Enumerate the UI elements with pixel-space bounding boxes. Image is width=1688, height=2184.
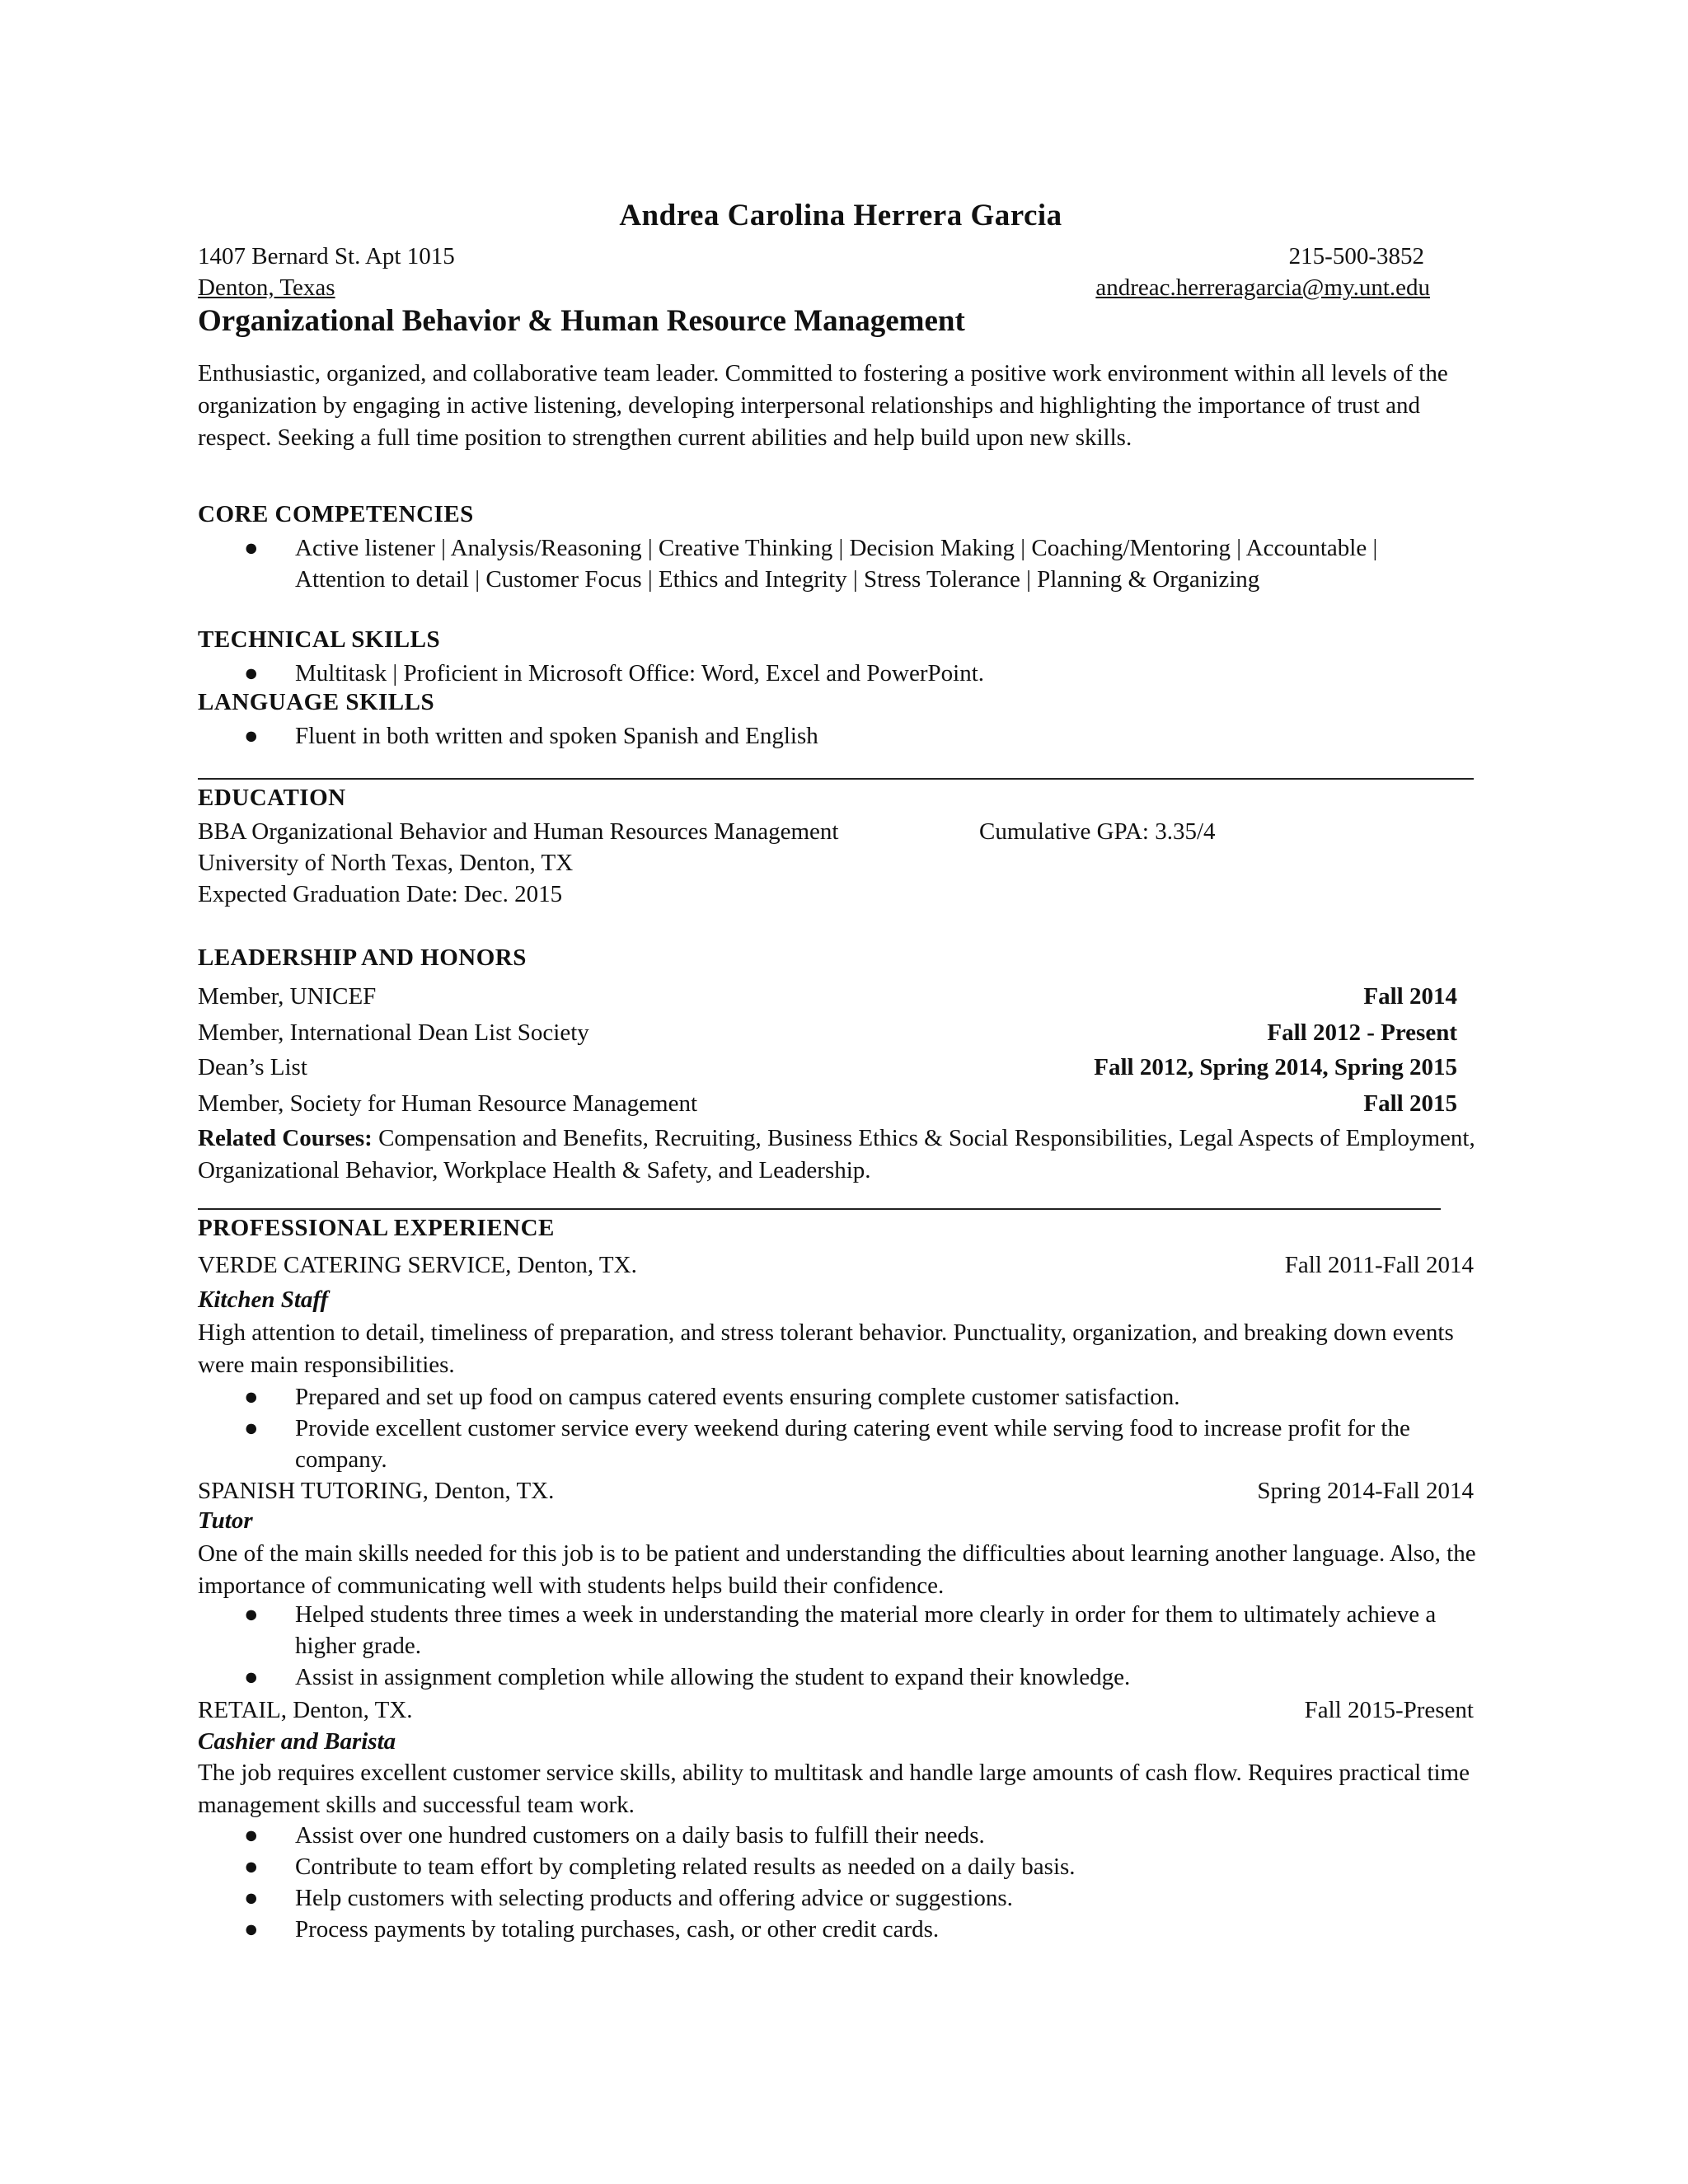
technical-skills-heading: TECHNICAL SKILLS [198, 626, 441, 653]
job-dates: Fall 2011-Fall 2014 [1284, 1252, 1474, 1278]
degree: BBA Organizational Behavior and Human Resources Management [198, 818, 839, 845]
job-dates: Fall 2015-Present [1304, 1697, 1474, 1723]
bullet-icon: ● [244, 535, 259, 561]
bullet-icon: ● [244, 1854, 259, 1880]
experience-heading: PROFESSIONAL EXPERIENCE [198, 1215, 555, 1241]
bullet-icon: ● [244, 660, 259, 687]
section-divider [198, 778, 1474, 780]
honor-label: Member, UNICEF [198, 983, 377, 1010]
job-bullets [198, 1820, 1451, 1945]
job-dates: Spring 2014-Fall 2014 [1257, 1478, 1474, 1504]
graduation-date: Expected Graduation Date: Dec. 2015 [198, 881, 563, 907]
list-item: ● Assist in assignment completion while allowing the student to expand their knowledge. [198, 1661, 1451, 1693]
list-item: ● Helped students three times a week in understanding the material more clearly in order for them to ultimately achieve a higher grade. [198, 1599, 1451, 1661]
core-competencies-list [198, 532, 1451, 595]
related-courses-text: Compensation and Benefits, Recruiting, Business Ethics & Social Responsibilities, Legal Aspects of Employment, Organizational Behavior, Workplace Health & Safety, and Leadership. [198, 1125, 1475, 1183]
bullet-icon: ● [244, 1664, 259, 1690]
applicant-name: Andrea Carolina Herrera Garcia [619, 199, 1062, 232]
bullet-icon: ● [244, 1601, 259, 1628]
list-item: ● Assist over one hundred customers on a daily basis to fulfill their needs. [198, 1820, 1451, 1851]
job-description: One of the main skills needed for this job is to be patient and understanding the difficulties about learning another language. Also, the importance of communicating well with students helps build their confidence. [198, 1540, 1476, 1599]
list-item: ● Prepared and set up food on campus catered events ensuring complete customer satisfaction. [198, 1381, 1451, 1413]
list-item: ● Help customers with selecting products and offering advice or suggestions. [198, 1882, 1451, 1914]
list-item: ● Fluent in both written and spoken Spanish and English [198, 720, 1451, 752]
honor-date: Fall 2012 - Present [1267, 1019, 1457, 1046]
phone-number: 215-500-3852 [1288, 243, 1424, 269]
list-item: ● Process payments by totaling purchases, cash, or other credit cards. [198, 1914, 1451, 1945]
honor-label: Member, International Dean List Society [198, 1019, 589, 1046]
related-courses [198, 1122, 1484, 1187]
address-line-2: Denton, Texas [198, 274, 335, 301]
list-item: ● Provide excellent customer service every weekend during catering event while serving food to increase profit for the company. [198, 1413, 1451, 1475]
section-divider [198, 1208, 1441, 1210]
leadership-heading: LEADERSHIP AND HONORS [198, 944, 527, 971]
job-role: Cashier and Barista [198, 1728, 396, 1755]
bullet-icon: ● [244, 723, 259, 749]
job-role: Tutor [198, 1507, 253, 1534]
job-bullets [198, 1599, 1451, 1693]
professional-title: Organizational Behavior & Human Resource Management [198, 304, 965, 338]
address-line-1: 1407 Bernard St. Apt 1015 [198, 243, 455, 269]
honor-label: Dean’s List [198, 1054, 307, 1080]
bullet-icon: ● [244, 1822, 259, 1849]
bullet-icon: ● [244, 1415, 259, 1441]
list-item: ● Contribute to team effort by completing related results as needed on a daily basis. [198, 1851, 1451, 1882]
honor-label: Member, Society for Human Resource Management [198, 1090, 698, 1117]
summary-paragraph: Enthusiastic, organized, and collaborative team leader. Committed to fostering a positive work environment within all levels of the organization by engaging in active listening, developing interpersonal relationships and highlighting the importance of trust and respect. Seeking a full time position to strengthen current abilities and help build upon new skills. [198, 360, 1448, 451]
list-item: ● Multitask | Proficient in Microsoft Office: Word, Excel and PowerPoint. [198, 658, 1451, 689]
job-employer: RETAIL, Denton, TX. [198, 1697, 413, 1723]
job-role: Kitchen Staff [198, 1286, 329, 1313]
list-item: ● Active listener | Analysis/Reasoning | Creative Thinking | Decision Making | Coaching/Mentoring | Accountable | Attention to detail | Customer Focus | Ethics and Integrity | Stress Tolerance | Planning & Organizing [198, 532, 1451, 595]
job-description: The job requires excellent customer service skills, ability to multitask and handle large amounts of cash flow. Requires practical time management skills and successful team work. [198, 1760, 1470, 1818]
job-employer: SPANISH TUTORING, Denton, TX. [198, 1478, 555, 1504]
related-courses-label: Related Courses: [198, 1125, 373, 1151]
bullet-icon: ● [244, 1916, 259, 1943]
honor-date: Fall 2015 [1363, 1090, 1457, 1117]
address-line-2-row [198, 272, 1430, 304]
job-bullets [198, 1381, 1451, 1475]
core-competencies-heading: CORE COMPETENCIES [198, 501, 474, 527]
language-skills-heading: LANGUAGE SKILLS [198, 689, 435, 715]
school: University of North Texas, Denton, TX [198, 850, 574, 876]
gpa: Cumulative GPA: 3.35/4 [979, 818, 1216, 845]
email-link[interactable]: andreac.herreragarcia@my.unt.edu [1095, 274, 1430, 301]
education-heading: EDUCATION [198, 785, 346, 811]
job-employer: VERDE CATERING SERVICE, Denton, TX. [198, 1252, 637, 1278]
language-skills-list [198, 720, 1451, 752]
job-description: High attention to detail, timeliness of preparation, and stress tolerant behavior. Punctuality, organization, and breaking down events were main responsibilities. [198, 1319, 1454, 1378]
honor-date: Fall 2012, Spring 2014, Spring 2015 [1094, 1054, 1457, 1080]
bullet-icon: ● [244, 1885, 259, 1911]
honor-date: Fall 2014 [1363, 983, 1457, 1010]
technical-skills-list [198, 658, 1451, 689]
bullet-icon: ● [244, 1384, 259, 1410]
